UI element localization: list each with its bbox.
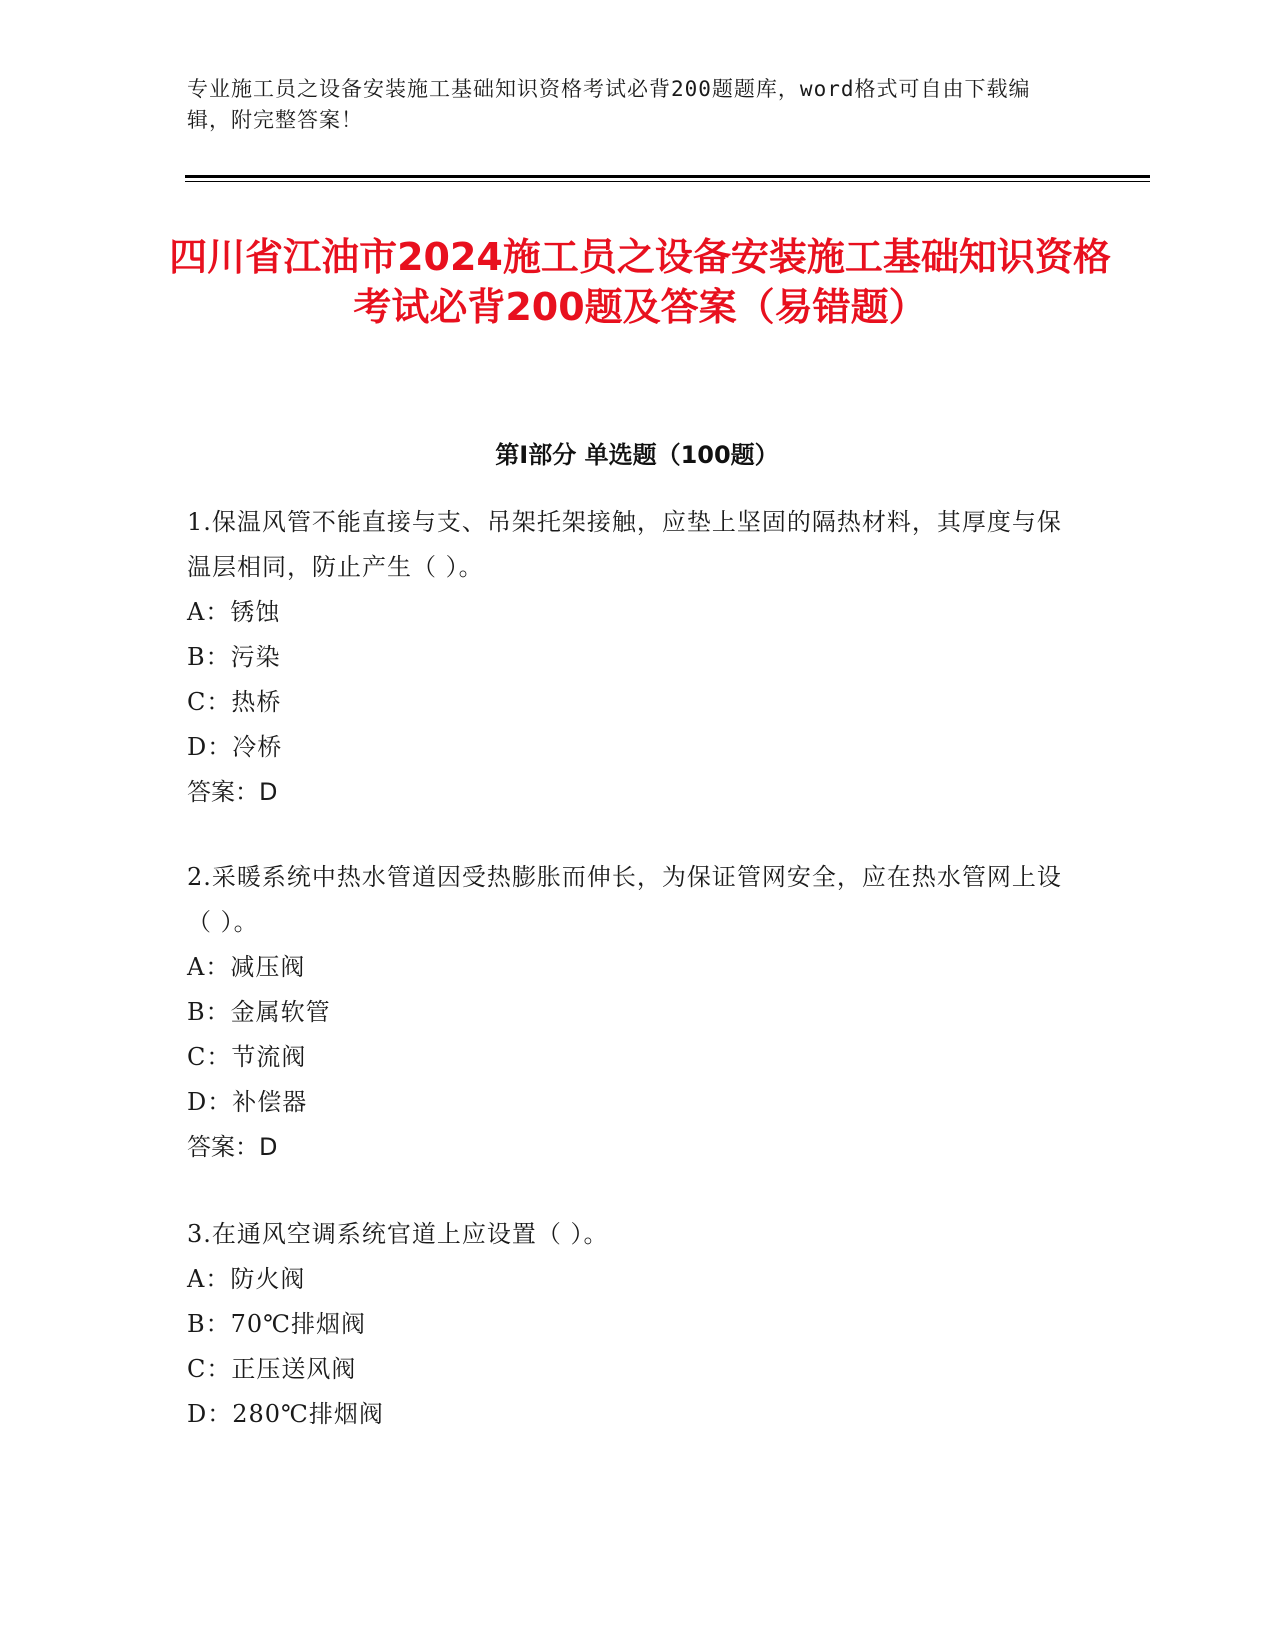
option-d: D：冷桥 (187, 733, 283, 761)
header-divider-thin (185, 181, 1150, 182)
answer-line (187, 1125, 1067, 1170)
option-b: B：70℃排烟阀 (187, 1310, 367, 1338)
option-a: A：减压阀 (187, 953, 306, 981)
question-stem: 3.在通风空调系统官道上应设置（ ）。 (187, 1220, 609, 1248)
answer-label: 答案： (187, 1133, 259, 1161)
option-d: D：补偿器 (187, 1088, 308, 1116)
option-c: C：正压送风阀 (187, 1355, 357, 1383)
document-title: 四川省江油市2024施工员之设备安装施工基础知识资格考试必背200题及答案（易错题） (169, 235, 1111, 329)
question-1 (187, 500, 1067, 815)
question-stem: 2.采暖系统中热水管道因受热膨胀而伸长，为保证管网安全，应在热水管网上设（ ）。 (187, 863, 1062, 936)
option-c: C：热桥 (187, 688, 282, 716)
option-d: D：280℃排烟阀 (187, 1400, 384, 1428)
option-a: A：防火阀 (187, 1265, 306, 1293)
answer-value: D (259, 1133, 278, 1161)
option-c: C：节流阀 (187, 1043, 307, 1071)
answer-line (187, 770, 1067, 815)
question-stem: 1.保温风管不能直接与支、吊架托架接触，应垫上坚固的隔热材料，其厚度与保温层相同，防止产生（ ）。 (187, 508, 1062, 581)
option-b: B：污染 (187, 643, 281, 671)
header-note: 专业施工员之设备安装施工基础知识资格考试必背200题题库，word格式可自由下载编辑，附完整答案！ (187, 77, 1031, 132)
answer-label: 答案： (187, 778, 259, 806)
option-a: A：锈蚀 (187, 598, 281, 626)
option-b: B：金属软管 (187, 998, 331, 1026)
answer-value: D (259, 778, 278, 806)
question-2 (187, 855, 1067, 1170)
question-3 (187, 1212, 1067, 1437)
section-title: 第Ⅰ部分 单选题（100题） (495, 441, 779, 469)
header-divider-thick (185, 175, 1150, 178)
